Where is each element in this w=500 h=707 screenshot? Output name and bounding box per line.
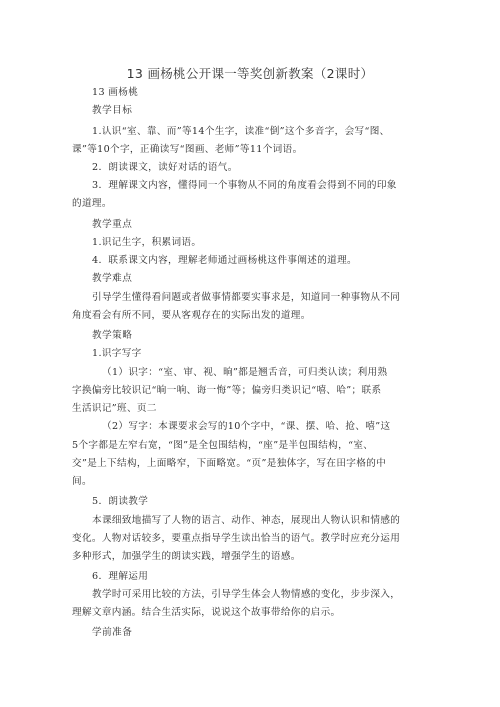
difficulty-line-1: 引导学生懂得看问题或者做事情都要实事求是，知道同一种事物从不同	[92, 292, 401, 303]
heading-teaching-goals: 教学目标	[92, 105, 133, 116]
strategy-1-title: 1.识字写字	[92, 348, 142, 359]
heading-key-points: 教学重点	[92, 219, 133, 230]
goal-1-line-2: 课”等10个字，正确读写“图画、老师”等11个词语。	[72, 144, 303, 155]
reading-line-3: 多种形式，加强学生的朗读实践，增强学生的语感。	[72, 551, 301, 562]
application-line-2: 理解文章内涵。结合生活实际，说说这个故事带给你的启示。	[72, 607, 341, 618]
heading-preparation: 学前准备	[92, 627, 133, 638]
writing-line-4: 间。	[72, 476, 92, 487]
goal-2: 2．朗读课文，读好对话的语气。	[92, 162, 238, 173]
key-point-1: 1.识记生字，积累词语。	[92, 237, 202, 248]
literacy-line-2: 字换偏旁比较识记“晌一响、诲一悔”等；偏旁归类识记“嘻、哈”；联系	[72, 385, 382, 396]
reading-line-2: 变化。人物对话较多，要重点指导学生读出恰当的语气。教学时应充分运用	[72, 533, 401, 544]
goal-3-line-1: 3．理解课文内容，懂得同一个事物从不同的角度看会得到不同的印象	[92, 180, 397, 191]
application-line-1: 教学时可采用比较的方法，引导学生体会人物情感的变化，步步深入，	[92, 589, 401, 600]
writing-line-1: （2）写字：本课要求会写的10个字中，“课、摆、哈、抢、嘻”这	[102, 421, 391, 432]
strategy-5-title: 5．朗读教学	[92, 496, 149, 507]
literacy-line-3: 生活识记”班、页二	[72, 403, 157, 414]
key-point-2: 4．联系课文内容，理解老师通过画杨桃这件事阐述的道理。	[92, 255, 357, 266]
strategy-6-title: 6．理解运用	[92, 571, 149, 582]
document-title: 13 画杨桃公开课一等奖创新教案（2课时）	[126, 66, 374, 81]
lesson-name: 13 画杨桃	[92, 87, 139, 98]
literacy-line-1: （1）识字：“室、审、视、晌”都是翘舌音，可归类认读；利用熟	[102, 367, 388, 378]
heading-strategies: 教学策略	[92, 330, 133, 341]
writing-line-3: 交”是上下结构，上面略窄，下面略宽。“页”是独体字，写在田字格的中	[72, 458, 387, 469]
reading-line-1: 本课细致地描写了人物的语言、动作、神态，展现出人物认识和情感的	[92, 515, 401, 526]
goal-3-line-2: 的道理。	[72, 198, 112, 209]
heading-difficulties: 教学难点	[92, 273, 133, 284]
goal-1-line-1: 1.认识“室、靠、而”等14个生字，读准“倒”这个多音字，会写“图、	[92, 126, 390, 137]
writing-line-2: 5个字都是左窄右宽，“图”是全包围结构，“座”是半包围结构，“室、	[72, 440, 374, 451]
difficulty-line-2: 角度看会有所不同，要从客观存在的实际出发的道理。	[72, 310, 311, 321]
